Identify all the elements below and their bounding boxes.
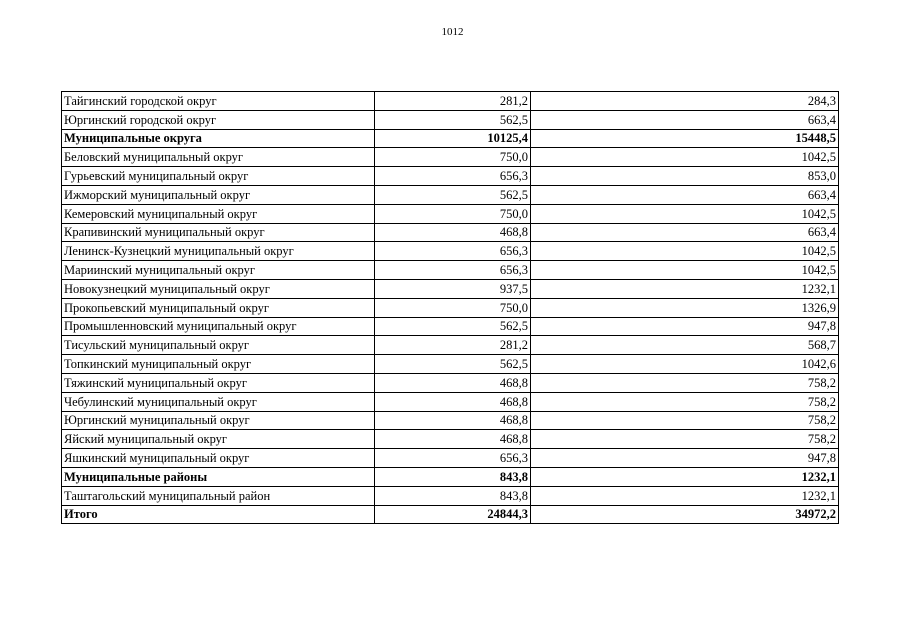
row-value-2-cell: 284,3	[531, 92, 839, 111]
row-value-2-cell: 1042,5	[531, 148, 839, 167]
table-row	[62, 185, 839, 204]
row-value-2-cell: 663,4	[531, 185, 839, 204]
row-value-2-cell: 947,8	[531, 449, 839, 468]
row-value-1-cell: 468,8	[375, 223, 531, 242]
table-row	[62, 430, 839, 449]
row-name-cell: Прокопьевский муниципальный округ	[62, 298, 375, 317]
row-value-2-cell: 1232,1	[531, 279, 839, 298]
table-row	[62, 279, 839, 298]
page-number: 1012	[441, 26, 464, 38]
row-value-2-cell: 758,2	[531, 430, 839, 449]
table-row-total	[62, 467, 839, 486]
row-value-2-cell: 663,4	[531, 223, 839, 242]
table-row	[62, 204, 839, 223]
row-value-2-cell: 1042,5	[531, 242, 839, 261]
allocation-table	[61, 91, 839, 524]
table-body	[62, 92, 839, 524]
row-value-1-cell: 468,8	[375, 430, 531, 449]
table-row	[62, 167, 839, 186]
row-value-1-cell: 750,0	[375, 148, 531, 167]
row-name-cell: Беловский муниципальный округ	[62, 148, 375, 167]
row-value-1-cell: 656,3	[375, 167, 531, 186]
row-name-cell: Гурьевский муниципальный округ	[62, 167, 375, 186]
table-row	[62, 110, 839, 129]
table-row	[62, 298, 839, 317]
row-name-cell: Яйский муниципальный округ	[62, 430, 375, 449]
row-value-1-cell: 750,0	[375, 298, 531, 317]
row-value-1-cell: 24844,3	[375, 505, 531, 524]
table-row	[62, 317, 839, 336]
row-value-1-cell: 281,2	[375, 92, 531, 111]
row-value-2-cell: 1232,1	[531, 486, 839, 505]
row-value-2-cell: 15448,5	[531, 129, 839, 148]
row-value-2-cell: 1232,1	[531, 467, 839, 486]
table-row	[62, 261, 839, 280]
row-value-1-cell: 843,8	[375, 486, 531, 505]
row-value-2-cell: 34972,2	[531, 505, 839, 524]
row-value-1-cell: 468,8	[375, 373, 531, 392]
row-value-2-cell: 663,4	[531, 110, 839, 129]
row-value-1-cell: 562,5	[375, 110, 531, 129]
row-value-2-cell: 758,2	[531, 373, 839, 392]
row-name-cell: Тисульский муниципальный округ	[62, 336, 375, 355]
row-value-2-cell: 758,2	[531, 392, 839, 411]
row-value-1-cell: 750,0	[375, 204, 531, 223]
row-name-cell: Топкинский муниципальный округ	[62, 355, 375, 374]
table-row	[62, 336, 839, 355]
row-value-2-cell: 568,7	[531, 336, 839, 355]
table-row	[62, 223, 839, 242]
row-name-cell: Муниципальные районы	[62, 467, 375, 486]
row-name-cell: Крапивинский муниципальный округ	[62, 223, 375, 242]
row-value-1-cell: 562,5	[375, 185, 531, 204]
row-name-cell: Новокузнецкий муниципальный округ	[62, 279, 375, 298]
row-value-1-cell: 562,5	[375, 317, 531, 336]
table-row	[62, 148, 839, 167]
row-value-1-cell: 843,8	[375, 467, 531, 486]
row-value-1-cell: 656,3	[375, 242, 531, 261]
table-row	[62, 392, 839, 411]
row-value-1-cell: 656,3	[375, 449, 531, 468]
table-row	[62, 486, 839, 505]
row-value-2-cell: 758,2	[531, 411, 839, 430]
row-value-1-cell: 281,2	[375, 336, 531, 355]
table-row-total	[62, 129, 839, 148]
row-name-cell: Итого	[62, 505, 375, 524]
row-name-cell: Муниципальные округа	[62, 129, 375, 148]
row-name-cell: Яшкинский муниципальный округ	[62, 449, 375, 468]
row-name-cell: Тяжинский муниципальный округ	[62, 373, 375, 392]
row-value-1-cell: 562,5	[375, 355, 531, 374]
table-row	[62, 373, 839, 392]
row-name-cell: Тайгинский городской округ	[62, 92, 375, 111]
table-row	[62, 242, 839, 261]
row-name-cell: Кемеровский муниципальный округ	[62, 204, 375, 223]
row-name-cell: Таштагольский муниципальный район	[62, 486, 375, 505]
row-name-cell: Ижморский муниципальный округ	[62, 185, 375, 204]
table-row	[62, 449, 839, 468]
row-name-cell: Промышленновский муниципальный округ	[62, 317, 375, 336]
table-row	[62, 92, 839, 111]
row-value-2-cell: 1042,5	[531, 204, 839, 223]
row-value-1-cell: 937,5	[375, 279, 531, 298]
row-name-cell: Юргинский муниципальный округ	[62, 411, 375, 430]
row-value-2-cell: 1042,5	[531, 261, 839, 280]
row-value-2-cell: 853,0	[531, 167, 839, 186]
row-value-2-cell: 1042,6	[531, 355, 839, 374]
row-value-2-cell: 1326,9	[531, 298, 839, 317]
row-name-cell: Чебулинский муниципальный округ	[62, 392, 375, 411]
row-value-1-cell: 656,3	[375, 261, 531, 280]
row-value-1-cell: 10125,4	[375, 129, 531, 148]
table-row	[62, 355, 839, 374]
row-name-cell: Мариинский муниципальный округ	[62, 261, 375, 280]
table-row	[62, 411, 839, 430]
row-value-1-cell: 468,8	[375, 411, 531, 430]
row-value-2-cell: 947,8	[531, 317, 839, 336]
row-name-cell: Юргинский городской округ	[62, 110, 375, 129]
row-value-1-cell: 468,8	[375, 392, 531, 411]
row-name-cell: Ленинск-Кузнецкий муниципальный округ	[62, 242, 375, 261]
table-row-total	[62, 505, 839, 524]
